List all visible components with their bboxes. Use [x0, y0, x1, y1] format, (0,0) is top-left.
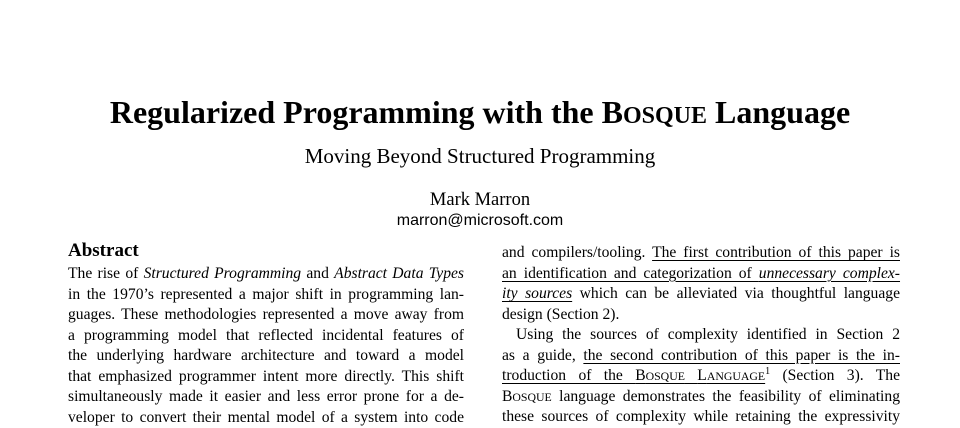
body-line: design (Section 2).: [502, 305, 900, 326]
left-column: [68, 240, 464, 428]
body-line: as a guide, the second contribution of this paper is the in-: [502, 346, 900, 367]
contribution-highlight: the second contribution of this paper is the in-: [583, 347, 900, 364]
abstract-line: a programming model that reflected incidental features of: [68, 326, 464, 347]
body-line: ity sources which can be alleviated via thoughtful language: [502, 284, 900, 305]
author-email: marron@microsoft.com: [0, 211, 960, 231]
body-line: and compilers/tooling. The first contribution of this paper is: [502, 243, 900, 264]
abstract-line: simultaneously made it easier and less error prone for a de-: [68, 387, 464, 408]
body-line: these sources of complexity while retaining the expressivity: [502, 407, 900, 428]
abstract-line: veloper to convert their mental model of a system into code: [68, 408, 464, 428]
abstract-line: The rise of Structured Programming and Abstract Data Types: [68, 264, 464, 285]
abstract-line: the underlying hardware architecture and toward a model: [68, 346, 464, 367]
paper-title: [0, 92, 960, 136]
abstract-heading: Abstract: [68, 240, 464, 264]
body-line: BOSQUE language demonstrates the feasibility of eliminating: [502, 387, 900, 408]
abstract-line: guages. These methodologies represented a move away from: [68, 305, 464, 326]
paper-subtitle: Moving Beyond Structured Programming: [0, 142, 960, 170]
title-text: Regularized Programming with the: [110, 94, 602, 130]
title-smallcaps-rest: OSQUE: [623, 103, 707, 129]
title-text-end: Language: [707, 94, 850, 130]
body-line: troduction of the BOSQUE LANGUAGE$^1$ (Section 3). The: [502, 366, 900, 387]
abstract-line: that emphasized programmer intent more directly. This shift: [68, 367, 464, 388]
body-line: an identification and categorization of unnecessary complex-: [502, 264, 900, 285]
body-line: Using the sources of complexity identified in Section 2: [502, 325, 900, 346]
abstract-line: in the 1970’s represented a major shift in programming lan-: [68, 285, 464, 306]
author-name: Mark Marron: [0, 189, 960, 211]
title-smallcaps-initial: B: [602, 94, 623, 130]
footnote-marker: 1: [765, 366, 770, 377]
right-column: [502, 243, 900, 428]
contribution-highlight: The first contribution of this paper is: [652, 244, 900, 261]
